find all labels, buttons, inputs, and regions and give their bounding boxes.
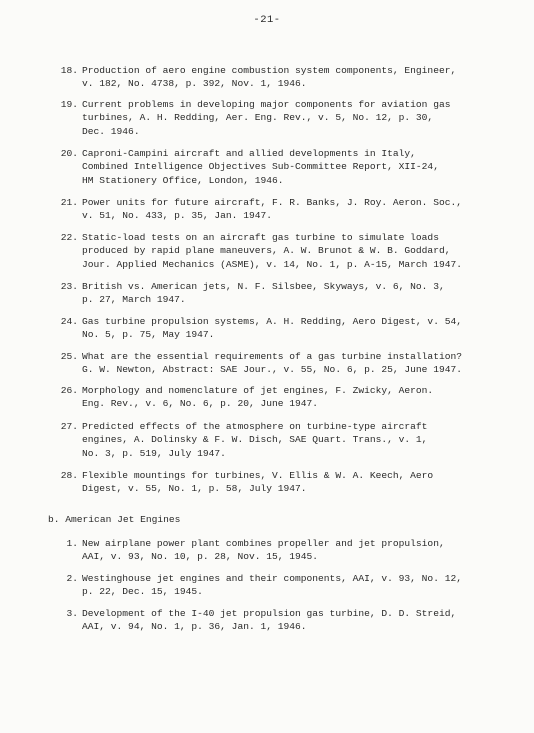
reference-entry	[56, 384, 433, 411]
reference-line	[56, 537, 445, 550]
reference-entry	[56, 420, 427, 460]
reference-number: 21.	[60, 197, 78, 208]
reference-text: Flexible mountings for turbines, V. Ellis & W. A. Keech, Aero	[82, 470, 434, 481]
reference-number: 28.	[60, 470, 78, 481]
reference-line	[56, 363, 462, 376]
reference-line	[56, 111, 450, 124]
reference-line	[56, 258, 462, 271]
reference-number: 22.	[60, 232, 78, 243]
reference-text: AAI, v. 94, No. 1, p. 36, Jan. 1, 1946.	[82, 621, 307, 633]
reference-entry	[56, 280, 445, 307]
reference-text: produced by rapid plane maneuvers, A. W. Brunot & W. B. Goddard,	[82, 245, 451, 257]
reference-line	[56, 607, 456, 620]
reference-line	[56, 293, 445, 306]
reference-line	[56, 384, 433, 397]
reference-line	[56, 469, 433, 482]
reference-line	[56, 420, 427, 433]
reference-text: Westinghouse jet engines and their components, AAI, v. 93, No. 12,	[82, 573, 462, 584]
reference-text: Dec. 1946.	[82, 125, 140, 137]
reference-text: Eng. Rev., v. 6, No. 6, p. 20, June 1947.	[82, 398, 319, 410]
reference-text: v. 51, No. 433, p. 35, Jan. 1947.	[82, 210, 272, 222]
reference-line	[56, 98, 450, 111]
reference-entry	[56, 469, 433, 496]
reference-text: Production of aero engine combustion system components, Engineer,	[82, 65, 457, 76]
reference-number: 2.	[66, 573, 78, 584]
reference-number: 3.	[66, 608, 78, 619]
reference-line	[56, 244, 462, 257]
reference-number: 27.	[60, 421, 78, 432]
reference-entry	[56, 315, 462, 342]
reference-line	[56, 196, 462, 209]
reference-text: Gas turbine propulsion systems, A. H. Redding, Aero Digest, v. 54,	[82, 316, 462, 327]
reference-text: G. W. Newton, Abstract: SAE Jour., v. 55, No. 6, p. 25, June 1947.	[82, 364, 462, 376]
section-heading-american-jet-engines: b. American Jet Engines	[48, 514, 181, 525]
reference-line	[56, 620, 456, 633]
reference-entry	[56, 98, 450, 138]
reference-line	[56, 160, 439, 173]
reference-line	[56, 147, 439, 160]
reference-number: 1.	[66, 538, 78, 549]
reference-text: What are the essential requirements of a gas turbine installation?	[82, 351, 462, 362]
reference-entry	[56, 537, 445, 564]
reference-number: 23.	[60, 281, 78, 292]
reference-number: 20.	[60, 148, 78, 159]
reference-line	[56, 209, 462, 222]
reference-line	[56, 174, 439, 187]
reference-text: Static-load tests on an aircraft gas turbine to simulate loads	[82, 232, 439, 243]
reference-entry	[56, 196, 462, 223]
reference-line	[56, 64, 456, 77]
reference-entry	[56, 231, 462, 271]
reference-text: Digest, v. 55, No. 1, p. 58, July 1947.	[82, 483, 307, 495]
reference-line	[56, 397, 433, 410]
reference-line	[56, 550, 445, 563]
reference-entry	[56, 64, 456, 91]
reference-text: Combined Intelligence Objectives Sub-Committee Report, XII-24,	[82, 161, 439, 173]
reference-line	[56, 77, 456, 90]
reference-line	[56, 231, 462, 244]
reference-number: 19.	[60, 99, 78, 110]
reference-line	[56, 585, 462, 598]
reference-text: Power units for future aircraft, F. R. Banks, J. Roy. Aeron. Soc.,	[82, 197, 462, 208]
reference-line	[56, 433, 427, 446]
reference-line	[56, 350, 462, 363]
reference-line	[56, 482, 433, 495]
reference-text: Morphology and nomenclature of jet engines, F. Zwicky, Aeron.	[82, 385, 434, 396]
reference-number: 26.	[60, 385, 78, 396]
reference-text: p. 22, Dec. 15, 1945.	[82, 586, 203, 598]
reference-line	[56, 447, 427, 460]
reference-text: AAI, v. 93, No. 10, p. 28, Nov. 15, 1945.	[82, 551, 319, 563]
reference-number: 24.	[60, 316, 78, 327]
reference-text: British vs. American jets, N. F. Silsbee, Skyways, v. 6, No. 3,	[82, 281, 445, 292]
reference-text: Current problems in developing major components for aviation gas	[82, 99, 451, 110]
reference-text: Development of the I-40 jet propulsion gas turbine, D. D. Streid,	[82, 608, 457, 619]
reference-text: p. 27, March 1947.	[82, 294, 186, 306]
reference-text: Predicted effects of the atmosphere on turbine-type aircraft	[82, 421, 428, 432]
reference-text: Caproni-Campini aircraft and allied developments in Italy,	[82, 148, 416, 159]
reference-text: No. 5, p. 75, May 1947.	[82, 329, 215, 341]
reference-line	[56, 572, 462, 585]
reference-entry	[56, 147, 439, 187]
reference-text: engines, A. Dolinsky & F. W. Disch, SAE Quart. Trans., v. 1,	[82, 434, 428, 446]
reference-entry	[56, 607, 456, 634]
reference-text: HM Stationery Office, London, 1946.	[82, 174, 284, 186]
reference-number: 18.	[60, 65, 78, 76]
reference-number: 25.	[60, 351, 78, 362]
reference-line	[56, 280, 445, 293]
reference-line	[56, 328, 462, 341]
reference-text: v. 182, No. 4738, p. 392, Nov. 1, 1946.	[82, 78, 307, 90]
reference-line	[56, 125, 450, 138]
reference-text: New airplane power plant combines propeller and jet propulsion,	[82, 538, 445, 549]
page-number: -21-	[253, 14, 281, 26]
reference-text: No. 3, p. 519, July 1947.	[82, 447, 226, 459]
reference-line	[56, 315, 462, 328]
reference-text: Jour. Applied Mechanics (ASME), v. 14, No. 1, p. A-15, March 1947.	[82, 258, 462, 270]
reference-entry	[56, 350, 462, 377]
reference-entry	[56, 572, 462, 599]
reference-text: turbines, A. H. Redding, Aer. Eng. Rev., v. 5, No. 12, p. 30,	[82, 112, 434, 124]
